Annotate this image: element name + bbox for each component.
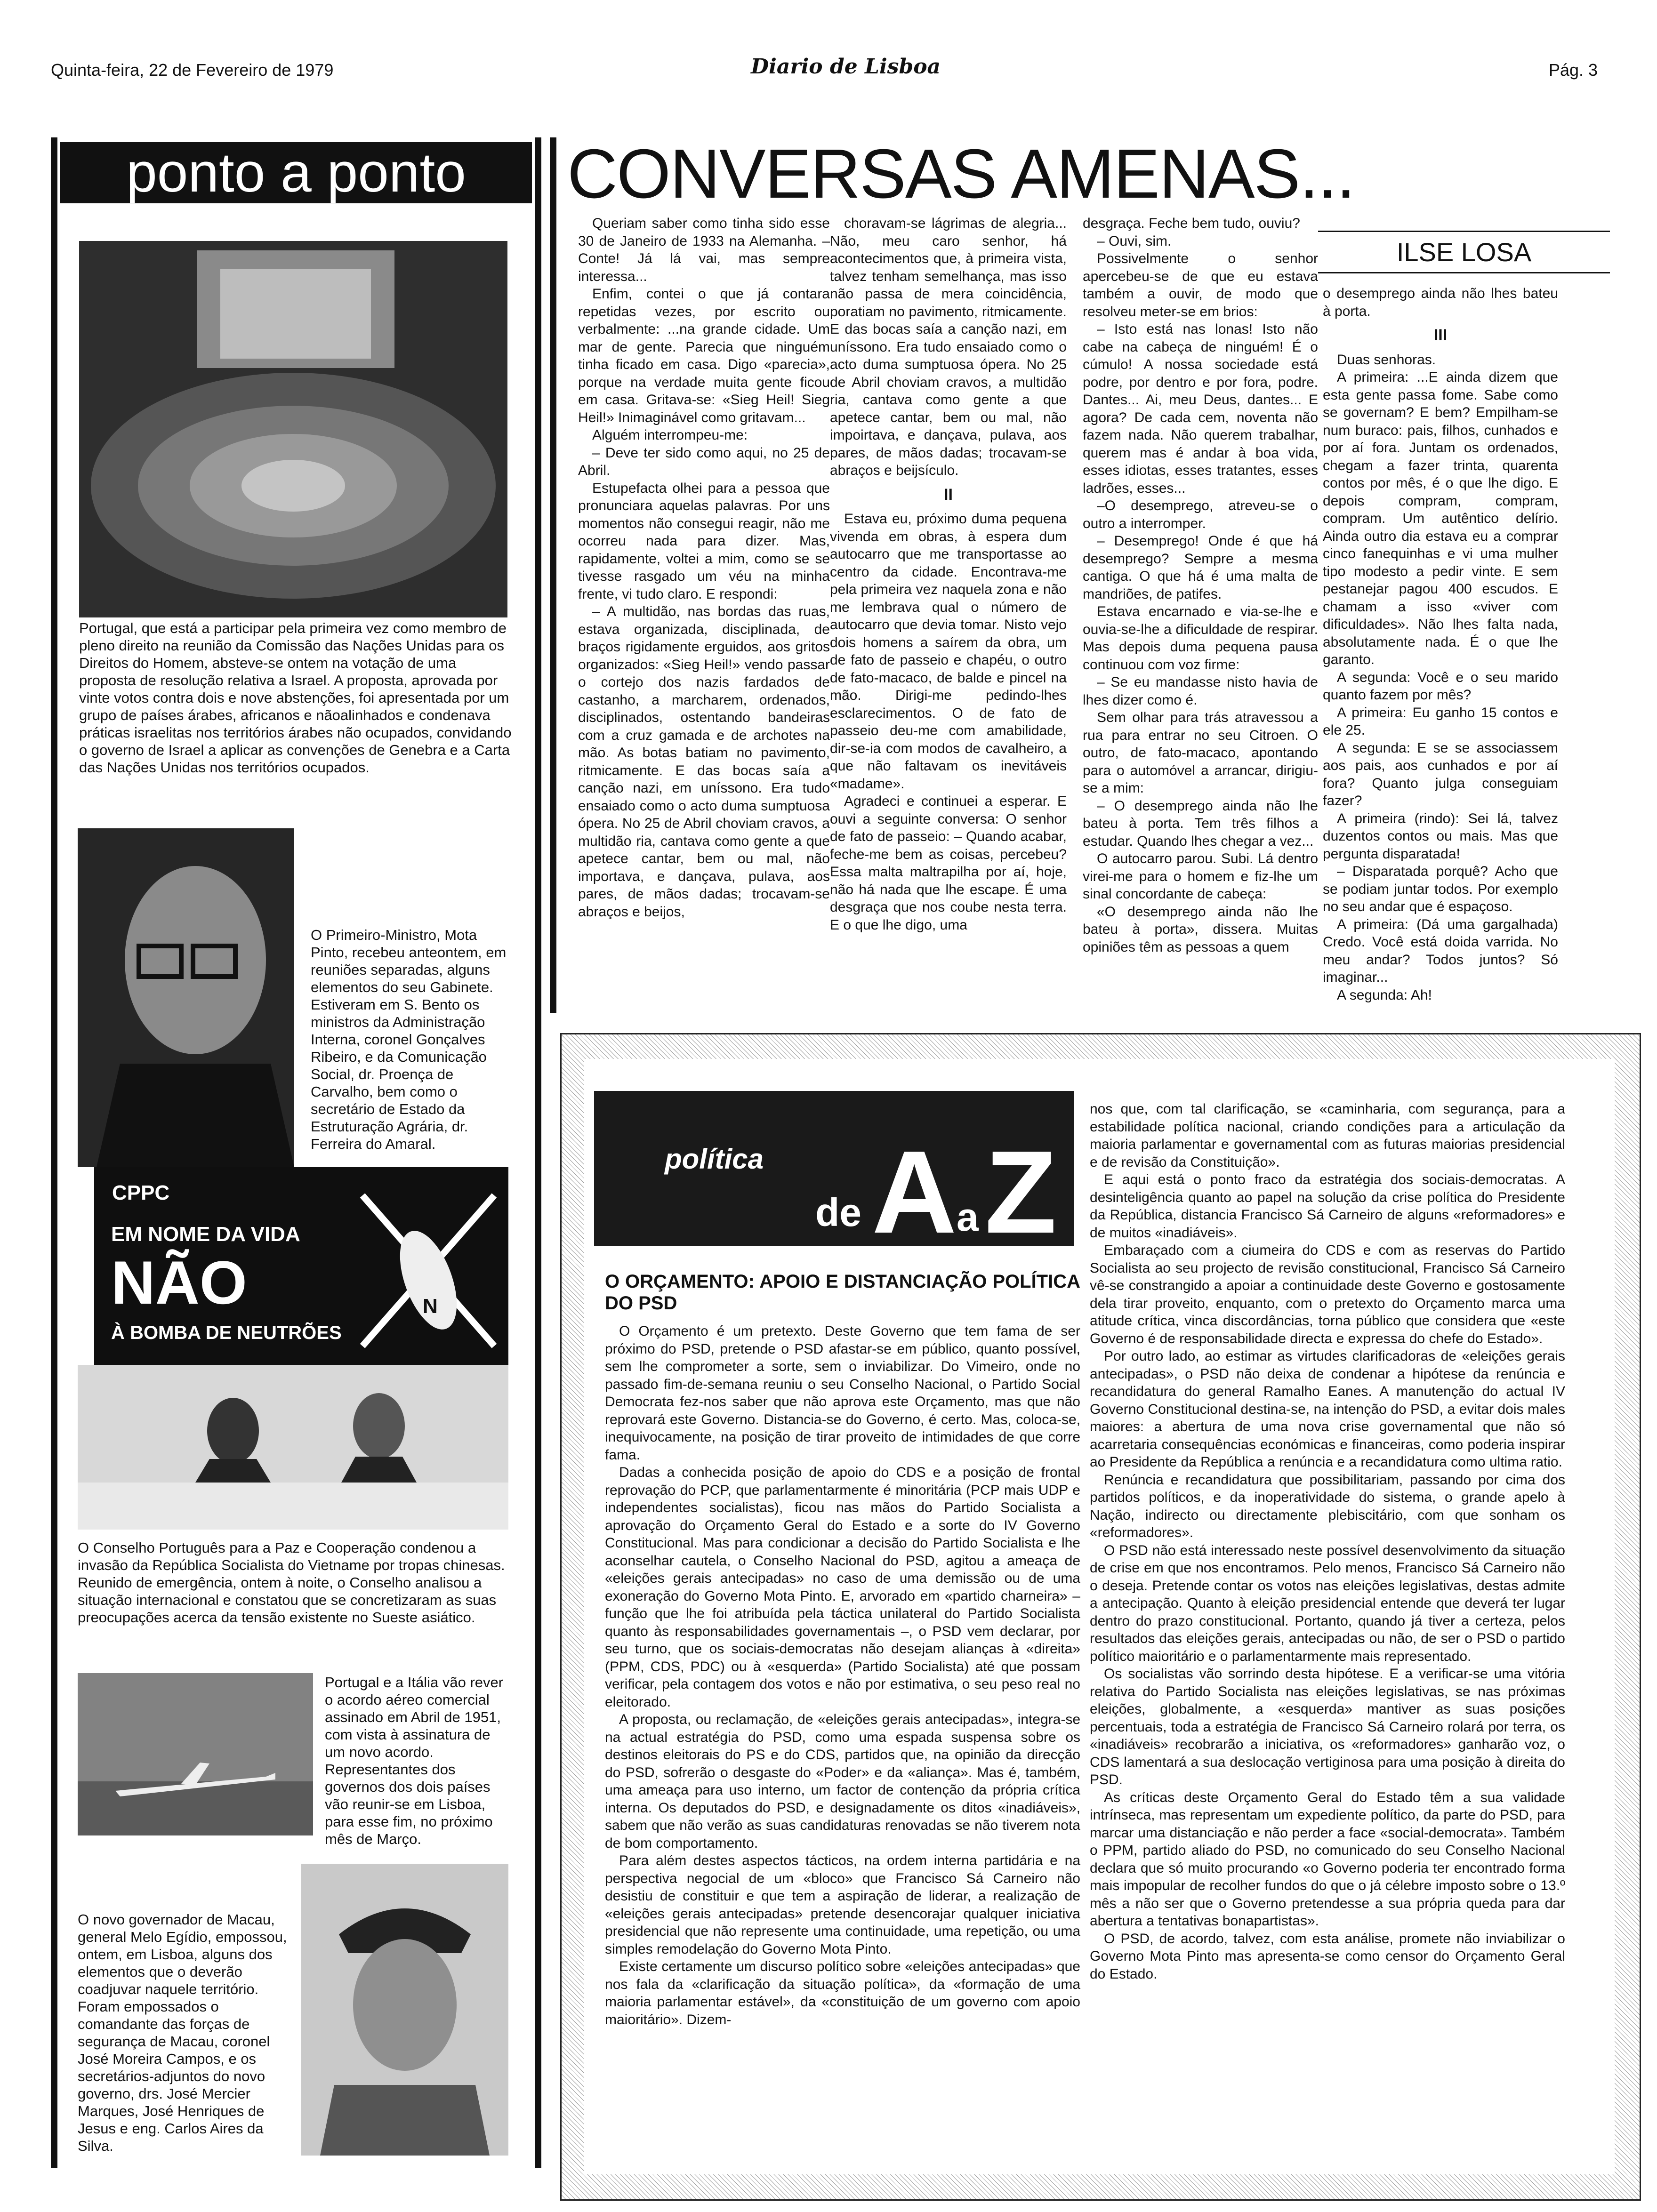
caption-cppc: O Conselho Português para a Paz e Cooperação condenou a invasão da República Socialista do Vietname por tropas chinesas. Reunido de emergência, ontem à noite, o Conselho analisou a situação internacional e constatou que se concretizaram as suas preocupações acerca da tensão existente no Sueste asiático. (78, 1539, 505, 1626)
politica-right-column: nos que, com tal clarificação, se «caminharia, com segurança, para a estabilidade política nacional, criando condições para a articulação da maioria parlamentar e governamental com as futuras maiorias presidencial e de revisão da Constituição». E aqui está o ponto fraco da estratégia dos sociais-democratas. A desinteligência quanto ao papel na solução da crise política do Presidente da República, distancia Francisco Sá Carneiro de alguns «reformadores» e de muitos «inadiáveis». Embaraçado com a ciumeira do CDS e com as reservas do Partido Socialista ao seu projecto de revisão constitucional, Francisco Sá Carneiro vê-se constrangido a apoiar a continuidade deste Governo e gostosamente dela tirar proveito, enquanto, com o pretexto do Orçamento marca uma atitude crítica, vinca discordâncias, torna público que considera que «este Governo é de responsabilidade directa e expressa do chefe do Estado». Por outro lado, ao estimar as virtudes clarificadoras de «eleições gerais antecipadas», o PSD não deixa de condenar a hipótese da renúncia e recandidatura do general Ramalho Eanes. A manutenção do actual IV Governo Constitucional destina-se, na intenção do PSD, a evitar dois males maiores: a abertura de uma nova crise governamental que não só acarretaria consequências económicas e financeiras, como poderia inspirar ao Presidente da República a renúncia e a recandidatura como ultima ratio. Renúncia e recandidatura que possibilitariam, passando por cima dos partidos políticos, e da inoperatividade do sistema, o grande apelo à Nação, indirecto ou directamente plebiscitário, com que sonham os «reformadores». O PSD não está interessado neste possível desenvolvimento da situação de crise em que nos encontramos. Pelo menos, Francisco Sá Carneiro não o deseja. Pretende contar os votos nas eleições legislativas, destas admite a antecipação. Quanto à eleição presidencial entende que deverá ter lugar dentro do prazo constitucional. Portanto, quando já tiver a certeza, pelos resultados das eleições gerais, antecipadas ou não, de ser o PSD o partido político maioritário e o parlamentarmente mais representado. Os socialistas vão sorrindo desta hipótese. E a verificar-se uma vitória relativa do Partido Socialista nas eleições legislativas, se nas próximas eleições, globalmente, a «esquerda» mantiver as suas posições percentuais, toda a estratégia de Francisco Sá Carneiro rolará por terra, os «inadiáveis» recobrarão a iniciativa, os «reformadores» ganharão voz, o CDS lamentará a sua deslocação vertiginosa para uma posição à direita do PSD. As críticas deste Orçamento Geral do Estado têm a sua validade intrínseca, mas representam um expediente político, da parte do PSD, para marcar uma distanciação e não perder a face «social-democrata». Também o PPM, partido aliado do PSD, no comunicado do seu Conselho Nacional declara que só muito procurando «o Governo poderia ter encontrado forma mais impopular de recolher fundos do que o já célebre imposto sobre o 13.º mês a não ser que o Governo pretendesse a sua própria queda para dar abertura a tentativas bonapartistas». O PSD, de acordo, talvez, com esta análise, promete não inviabilizar o Governo Mota Pinto mas apresenta-se como censor do Orçamento Geral do Estado. (1090, 1101, 1565, 1982)
un-assembly-photo (79, 241, 507, 617)
mota-pinto-photo (78, 828, 294, 1167)
conversas-col-3: desgraça. Feche bem tudo, ouviu? – Ouvi, sim. Possivelmente o senhor apercebeu-se de que eu estava também a ouvir, de modo que resolveu meter-se em brios: – Isto está nas lonas! Isto não cabe na cabeça de ninguém! É o cúmulo! A nossa sociedade está podre, por dentro e por fora, podre. Dantes... Ai, meu Deus, dantes... E agora? De cada cem, noventa não fazem nada. Não querem trabalhar, querem mas é andar à boa vida, esses idiotas, esses tratantes, esses ladrões, esses... –O desemprego, atreveu-se o outro a interromper. – Desemprego! Onde é que há desemprego? Sempre a mesma cantiga. O que há é uma malta de mandriões, de patifes. Estava encarnado e via-se-lhe e ouvia-se-lhe a dificuldade de respirar. Mas depois duma pequena pausa continuou com voz firme: – Se eu mandasse nisto havia de lhes dizer como é. Sem olhar para trás atravessou a rua para entrar no seu Citroen. O outro, de fato-macaco, apontando para o automóvel a arrancar, dirigiu-se a mim: – O desemprego ainda não lhe bateu à porta. Tem três filhos a estudar. Quando lhes chegar a vez... O autocarro parou. Subi. Lá dentro virei-me para o homem e fiz-lhe um sinal concordante de cabeça: «O desemprego ainda não lhe bateu à porta», dissera. Muitas opiniões têm as pessoas a quem (1083, 216, 1318, 955)
cppc-meeting-photo (78, 1365, 508, 1530)
header-date: Quinta-feira, 22 de Fevereiro de 1979 (51, 60, 334, 80)
ponto-a-ponto-title: ponto a ponto (60, 142, 532, 203)
cppc-poster (94, 1167, 508, 1365)
conversas-title-rule (550, 137, 556, 1013)
conversas-col-4: o desemprego ainda não lhes bateu à porta. III Duas senhoras. A primeira: ...E ainda dizem que esta gente passa fome. Sabe como se governam? E bem? Empilham-se num buraco: pais, filhos, cunhados e por aí fora. Juntam os ordenados, chegam a fazer trinta, quarenta contos por mês, é o que lhe digo. E depois compram, compram, compram. Um autêntico delírio. Ainda outro dia estava eu a comprar cinco fanequinhas e vi uma mulher tipo modesto a pedir vinte. E sem pestanejar pagou 400 escudos. E chamam a isso «viver com dificuldades». Não lhes falta nada, absolutamente nada. É o que lhe garanto. A segunda: Você e o seu marido quanto fazem por mês? A primeira: Eu ganho 15 contos e ele 25. A segunda: E se se associassem aos pais, aos cunhados e por aí fora? Quanto julga conseguiam fazer? A primeira (rindo): Sei lá, talvez duzentos contos ou mais. Mas que pergunta disparatada! – Disparatada porquê? Acho que se podiam juntar todos. Por exemplo no seu andar que é espaçoso. A primeira: (Dá uma gargalhada) Credo. Você está doida varrida. No meu andar? Todos juntos? Só imaginar... A segunda: Ah! (1323, 286, 1558, 1003)
poster-line-3: À BOMBA DE NEUTRÕES (111, 1322, 342, 1343)
caption-mota-pinto: O Primeiro-Ministro, Mota Pinto, recebeu anteontem, em reuniões separadas, alguns elementos do seu Gabinete. Estiveram em S. Bento os ministros da Administração Interna, coronel Gonçalves Ribeiro, e da Comunicação Social, dr. Proença de Carvalho, bem como o secretário de Estado da Estruturação Agrária, dr. Ferreira do Amaral. (311, 927, 507, 1152)
masthead: Diario de Lisboa (751, 55, 941, 79)
banner-letter-a: A (872, 1126, 957, 1246)
banner-de: de (815, 1190, 862, 1234)
banner-letter-a-small: a (957, 1195, 979, 1239)
conversas-title: CONVERSAS AMENAS... (567, 135, 1355, 213)
author-byline: ILSE LOSA (1318, 231, 1610, 273)
conversas-col-1: Queriam saber como tinha sido esse 30 de Janeiro de 1933 na Alemanha. – Conte! Já lá vai, mas sempre interessa... Enfim, contei o que já contara repetidas vezes, por escrito ou verbalmente: ...na grande cidade. Um mar de gente. Parecia que ninguém tinha ficado em casa. Digo «parecia», porque na verdade muita gente ficou em casa. Gritava-se: «Sieg Heil! Sieg Heil!» Inimaginável como gritavam... Alguém interrompeu-me: – Deve ter sido como aqui, no 25 de Abril. Estupefacta olhei para a pessoa que pronunciara aquelas palavras. Por uns momentos não consegui reagir, não me ocorreu nada para dizer. Mas, rapidamente, voltei a mim, como se se tivesse rasgado um véu na minha frente, vi tudo claro. E respondi: – A multidão, nas bordas das ruas, estava organizada, disciplinada, de braços rigidamente erguidos, aos gritos organizados: «Sieg Heil!» vendo passar o cortejo dos nazis fardados de castanho, a marcharem, ordenados, disciplinados, ostentando bandeiras com a cruz gamada e de archotes na mão. As botas batiam no pavimento, ritmicamente. E das bocas saía a canção nazi, em uníssono. Era tudo ensaiado como o acto duma sumptuosa ópera. No 25 de Abril choviam cravos, a multidão ria, cantava como gente a que apetece cantar, bem ou mal, não importava, e dançava, pulava, aos pares, de mãos dadas; trocavam-se abraços e beijos, (578, 216, 830, 920)
poster-line-1: EM NOME DA VIDA (111, 1223, 300, 1246)
politica-left-column: O ORÇAMENTO: APOIO E DISTANCIAÇÃO POLÍTICA DO PSD O Orçamento é um pretexto. Deste Governo que tem fama de ser próximo do PSD, pretende o PSD afastar-se em público, quanto possível, sem lhe comprometer a sorte, sem o inviabilizar. Do Vimeiro, onde no passado fim-de-semana reuniu o seu Conselho Nacional, o Partido Social Democrata fez-nos saber que não aprova este Orçamento, mas que não reprovará este Governo. Distancia-se do Governo, é certo. Mas, coloca-se, inequivocamente, na posição de tirar proveito de intimidades de que corre fama. Dadas a conhecida posição de apoio do CDS e a posição de frontal reprovação do PCP, que parlamentarmente é minoritária (PCP mais UDP e independentes socialistas), ficou nas mãos do Partido Socialista a aprovação do Orçamento Geral do Estado e a sorte do IV Governo Constitucional. Mas para condicionar a decisão do Partido Socialista e lhe aconselhar cautela, o Conselho Nacional do PSD, agitou a ameaça de «eleições gerais antecipadas» no caso de uma demissão ou de uma exoneração do Governo Mota Pinto. E, arvorado em «partido charneira» – função que lhe foi atribuída pela táctica unilateral do Partido Socialista quanto às responsabilidades governamentais –, o PSD vem declarar, por seu turno, que os sociais-democratas não desejam alianças à «direita» (PPM, CDS, PDC) ou à «esquerda» (Partido Socialista) até que possam verificar, pela contagem dos votos e não por estimativa, o seu peso real no eleitorado. A proposta, ou reclamação, de «eleições gerais antecipadas», integra-se na actual estratégia do PSD, como uma espada suspensa sobre os destinos eleitorais do PS e do CDS, partidos que, na opinião da direcção do PSD, sofrerão o desgaste do «Poder» e da «aliança». Mas é, também, uma ameaça para uso interno, um factor de contenção da própria crítica interna. Os deputados do PSD, e designadamente os ditos «inadiáveis», sabem que não verão as suas candidaturas renovadas se não tiverem nota de bom comportamento. Para além destes aspectos tácticos, na ordem interna partidária e na perspectiva negocial de um «bloco» que Francisco Sá Carneiro não desistiu de constituir e que tem a aspiração de liderar, a realização de «eleições gerais antecipadas» pretende desencorajar qualquer iniciativa presidencial que não represente uma continuidade, uma repetição, ou uma simples remodelação do Governo Mota Pinto. Existe certamente um discurso político sobre «eleições antecipadas» que nos fala da «clarificação da situação política», da «formação de uma maioria parlamentar estável», da «constituição de um governo com apoio maioritário». Dizem- (605, 1271, 1080, 2028)
poster-line-2: NÃO (111, 1248, 247, 1317)
banner-repeat-word: política (665, 1143, 764, 1175)
caption-air-agreement: Portugal e a Itália vão rever o acordo aéreo comercial assinado em Abril de 1951, com vista à assinatura de um novo acordo. Representantes dos governos dos dois países vão reunir-se em Lisboa, para esse fim, no próximo mês de Março. (325, 1674, 504, 1847)
cppc-logo: CPPC (112, 1181, 170, 1204)
svg-text:N: N (423, 1295, 438, 1318)
melo-egidio-photo (301, 1864, 508, 2156)
politica-title: O ORÇAMENTO: APOIO E DISTANCIAÇÃO POLÍTICA DO PSD (605, 1271, 1080, 1314)
conversas-col-2: choravam-se lágrimas de alegria... Não, meu caro senhor, há acontecimentos que, à primeira vista, talvez tenham semelhança, mas isso não passa de mera coincidência, poratiam no pavimento, ritmicamente. E das bocas saía a canção nazi, em uníssono. Era tudo ensaiado como o acto duma sumptuosa ópera. No 25 de Abril choviam cravos, a multidão ria, cantava como gente a que apetece cantar, bem ou mal, não impoirtava, e dançava, pulava, aos pares, de mãos dadas; trocavam-se abraços e beijsículo. II Estava eu, próximo duma pequena vivenda em obras, à espera dum autocarro que me transportasse ao centro da cidade. Encontrava-me pela primeira vez naquela zona e não me lembrava qual o número de autocarro que devia tomar. Nisto vejo dois homens a saírem da obra, um de fato de passeio e chapéu, o outro de fato-macaco, de balde e pincel na mão. Dirigi-me pedindo-lhes esclarecimentos. O de fato de passeio deu-me com amabilidade, dir-se-ia com modos de cavalheiro, a que não faltavam os inevitáveis «madame». Agradeci e continuei a esperar. E ouvi a seguinte conversa: O senhor de fato de passeio: – Quando acabar, feche-me bem as coisas, percebeu? Essa malta maltrapilha por aí, hoje, não há nada que lhe escape. É uma desgraça que nos coube nesta terra. E o que lhe digo, uma (830, 216, 1067, 933)
page-number: Pág. 3 (1549, 60, 1598, 80)
politica-banner (594, 1091, 1074, 1246)
caption-macau-governor: O novo governador de Macau, general Melo Egídio, empossou, ontem, em Lisboa, alguns dos elementos que o deverão coadjuvar naquele território. Foram empossados o comandante das forças de segurança de Macau, coronel José Moreira Campos, e os secretários-adjuntos do novo governo, drs. José Mercier Marques, José Henriques de Jesus e eng. Carlos Aires da Silva. (78, 1911, 287, 2154)
banner-letter-z: Z (985, 1126, 1057, 1246)
airplane-photo (78, 1673, 313, 1835)
crossed-bomb-icon (358, 1186, 499, 1355)
caption-un-vote: Portugal, que está a participar pela primeira vez como membro de pleno direito na reunião da Comissão das Nações Unidas para os Direitos do Homem, absteve-se ontem na votação de uma proposta de resolução relativa a Israel. A proposta, aprovada por vinte votos contra dois e nove abstenções, foi apresentada por um grupo de países árabes, africanos e nãoalinhados e condenava práticas israelitas nos territórios árabes não ocupados, convidando o governo de Israel a aplicar as convenções de Genebra e a Carta das Nações Unidas nos territórios ocupados. (79, 620, 512, 776)
